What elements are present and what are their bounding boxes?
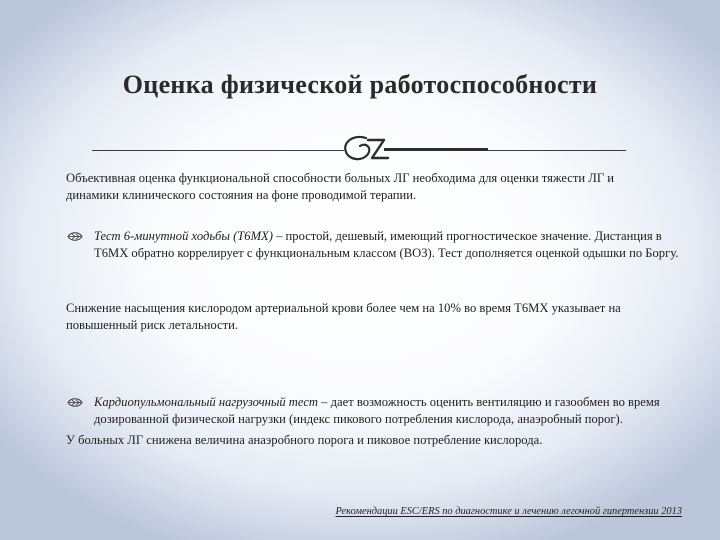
bullet-cpet-text: – дает возможность оценить вентиляцию и газообмен во время дозированной физической нагрузки (индекс пикового потребления кислорода, анаэробный порог). xyxy=(94,395,660,426)
bullet-cpet xyxy=(66,394,684,428)
title-divider-left xyxy=(92,150,344,151)
bullet-cpet-term: Кардиопульмональный нагрузочный тест xyxy=(94,395,319,409)
slide-content xyxy=(66,170,679,447)
bullet-6mwt-term: Тест 6-минутной ходьбы (Т6МХ) xyxy=(94,229,273,243)
bullet-6mwt-text: – простой, дешевый, имеющий прогностическое значение. Дистанция в Т6МХ обратно коррелирует с функциональным классом (ВОЗ). Тест дополняется оценкой одышки по Боргу. xyxy=(94,229,679,260)
source-citation: Рекомендации ESC/ERS по диагностике и лечению легочной гипертензии 2013 xyxy=(335,506,682,517)
title-divider-accent xyxy=(384,148,488,151)
conclusion-paragraph: У больных ЛГ снижена величина анаэробного порога и пиковое потребление кислорода. xyxy=(66,433,543,447)
decorative-swirl-icon xyxy=(338,132,392,166)
bullet-6mwt xyxy=(66,228,684,262)
intro-paragraph: Объективная оценка функциональной способности больных ЛГ необходима для оценки тяжести ЛГ и динамики клинического состояния на фоне проводимой терапии. xyxy=(66,171,614,202)
slide-title: Оценка физической работоспособности xyxy=(122,70,598,99)
leaf-bullet-icon xyxy=(67,397,83,408)
saturation-paragraph: Снижение насыщения кислородом артериальной крови более чем на 10% во время Т6МХ указывает на повышенный риск летальности. xyxy=(66,301,621,332)
leaf-bullet-icon xyxy=(67,231,83,242)
